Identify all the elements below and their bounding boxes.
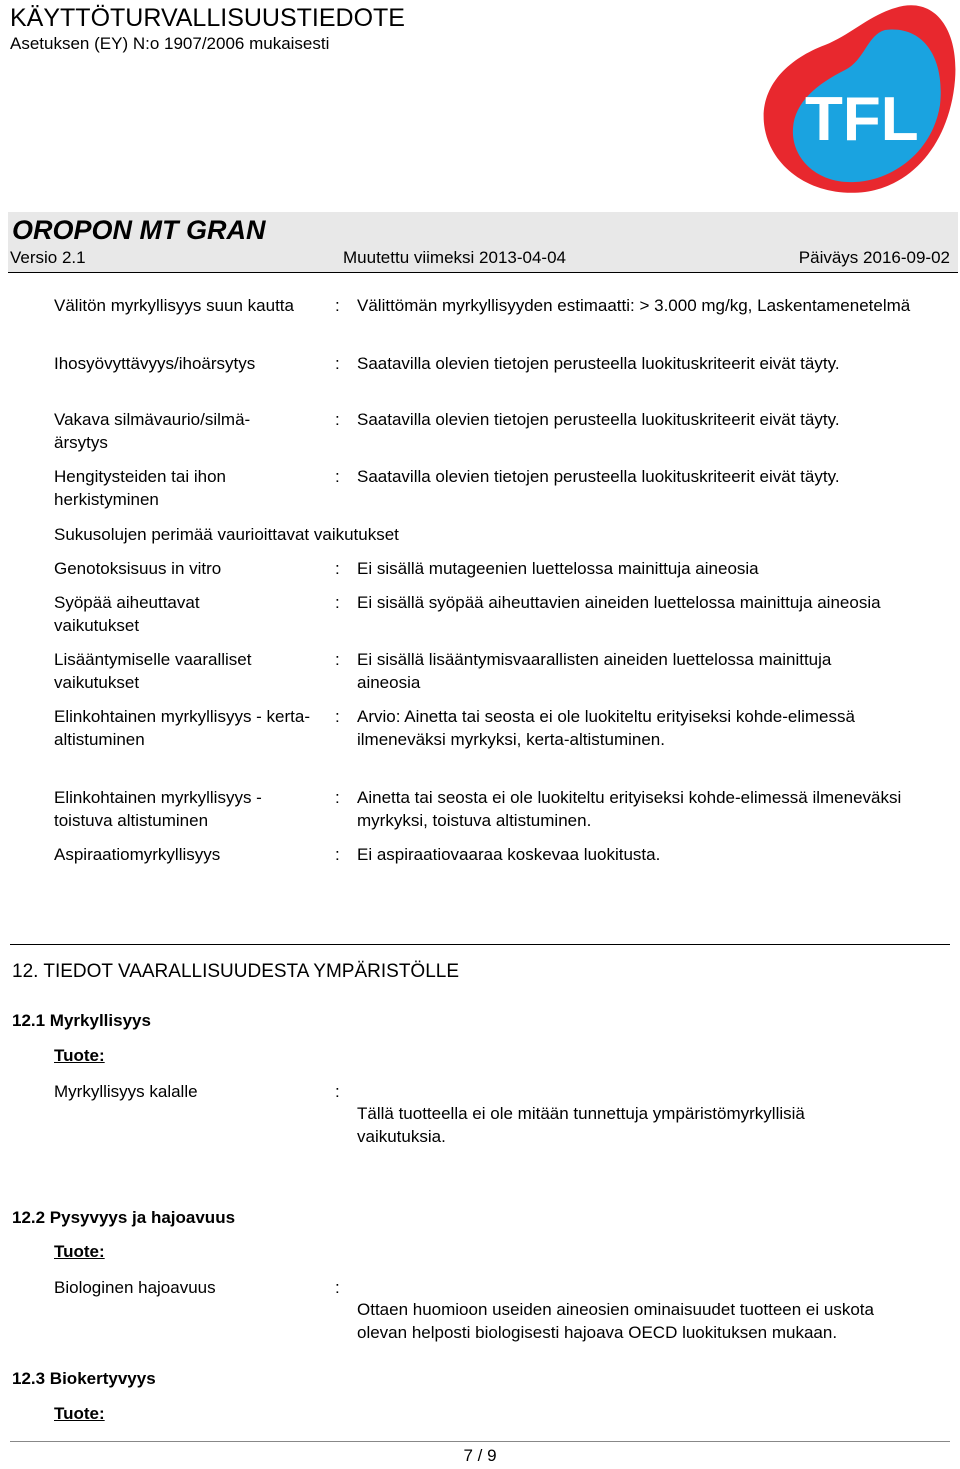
fish-toxicity-label: Myrkyllisyys kalalle (54, 1082, 198, 1101)
product-name: OROPON MT GRAN (12, 215, 266, 245)
biodegradability-label: Biologinen hajoavuus (54, 1278, 216, 1297)
germ-value: Ei sisällä lisääntymisvaarallisten aineiden luettelossa mainittuja aineosia (357, 650, 832, 692)
subsection-12-1-title: 12.1 Myrkyllisyys (12, 1011, 151, 1030)
tox-colon: : (335, 467, 340, 486)
germ-colon: : (335, 707, 340, 726)
page-number: 7 / 9 (463, 1446, 497, 1465)
germ-value: Ei sisällä syöpää aiheuttavien aineiden luettelossa mainittuja aineosia (357, 593, 881, 612)
germ-value: Ei sisällä mutageenien luettelossa mainittuja aineosia (357, 559, 759, 578)
germ-label: Elinkohtainen myrkyllisyys - toistuva altistuminen (54, 788, 262, 830)
germ-colon: : (335, 845, 340, 864)
tox-label: Vakava silmävaurio/silmä-ärsytys (54, 410, 251, 452)
tox-value: Saatavilla olevien tietojen perusteella luokituskriteerit eivät täyty. (357, 467, 840, 486)
tfl-logo (745, 0, 960, 195)
footer-rule (10, 1441, 950, 1442)
document-subtitle: Asetuksen (EY) N:o 1907/2006 mukaisesti (10, 34, 330, 53)
biodegradability-colon: : (335, 1278, 340, 1297)
germ-colon: : (335, 559, 340, 578)
germ-label: Elinkohtainen myrkyllisyys - kerta-altistuminen (54, 707, 311, 749)
tox-label: Hengitysteiden tai ihon herkistyminen (54, 467, 227, 509)
germ-label: Genotoksisuus in vitro (54, 559, 222, 578)
tox-value: Saatavilla olevien tietojen perusteella luokituskriteerit eivät täyty. (357, 354, 840, 373)
svg-text:TFL: TFL (805, 85, 919, 154)
tox-label: Välitön myrkyllisyys suun kautta (54, 296, 294, 315)
germ-value: Ei aspiraatiovaaraa koskevaa luokitusta. (357, 845, 661, 864)
tox-label: Ihosyövyttävyys/ihoärsytys (54, 354, 256, 373)
version-label: Versio 2.1 (10, 248, 86, 267)
biodegradability-value: Ottaen huomioon useiden aineosien ominaisuudet tuotteen ei uskota olevan helposti biologisesti hajoava OECD luokituksen mukaan. (357, 1300, 874, 1342)
germ-colon: : (335, 788, 340, 807)
subsection-12-3-title: 12.3 Biokertyvyys (12, 1369, 156, 1388)
germ-colon: : (335, 593, 340, 612)
fish-toxicity-colon: : (335, 1082, 340, 1101)
germ-label: Syöpää aiheuttavat vaikutukset (54, 593, 200, 635)
section-12-title: 12. TIEDOT VAARALLISUUDESTA YMPÄRISTÖLLE (12, 961, 460, 982)
germ-heading: Sukusolujen perimää vaurioittavat vaikutukset (54, 525, 399, 544)
tox-value: Saatavilla olevien tietojen perusteella luokituskriteerit eivät täyty. (357, 410, 840, 429)
tox-colon: : (335, 410, 340, 429)
tuote-label: Tuote: (54, 1046, 105, 1065)
tox-colon: : (335, 354, 340, 373)
tox-value: Välittömän myrkyllisyyden estimaatti: > 3.000 mg/kg, Laskentamenetelmä (357, 296, 911, 315)
document-title: KÄYTTÖTURVALLISUUSTIEDOTE (10, 4, 405, 32)
subsection-12-2-title: 12.2 Pysyvyys ja hajoavuus (12, 1208, 236, 1227)
tuote-label: Tuote: (54, 1242, 105, 1261)
modified-date: Muutettu viimeksi 2013-04-04 (343, 248, 567, 267)
print-date: Päiväys 2016-09-02 (798, 248, 950, 267)
germ-colon: : (335, 650, 340, 669)
section-rule (10, 944, 950, 945)
germ-label: Aspiraatiomyrkyllisyys (54, 845, 221, 864)
tuote-label: Tuote: (54, 1404, 105, 1423)
tox-colon: : (335, 296, 340, 315)
fish-toxicity-value: Tällä tuotteella ei ole mitään tunnettuja ympäristömyrkyllisiä vaikutuksia. (357, 1104, 805, 1146)
germ-value: Arvio: Ainetta tai seosta ei ole luokiteltu erityiseksi kohde-elimessä ilmeneväksi myrkyksi, kerta-altistuminen. (357, 707, 855, 749)
germ-label: Lisääntymiselle vaaralliset vaikutukset (54, 650, 252, 692)
germ-value: Ainetta tai seosta ei ole luokiteltu erityiseksi kohde-elimessä ilmeneväksi myrkyksi, toistuva altistuminen. (357, 788, 902, 830)
